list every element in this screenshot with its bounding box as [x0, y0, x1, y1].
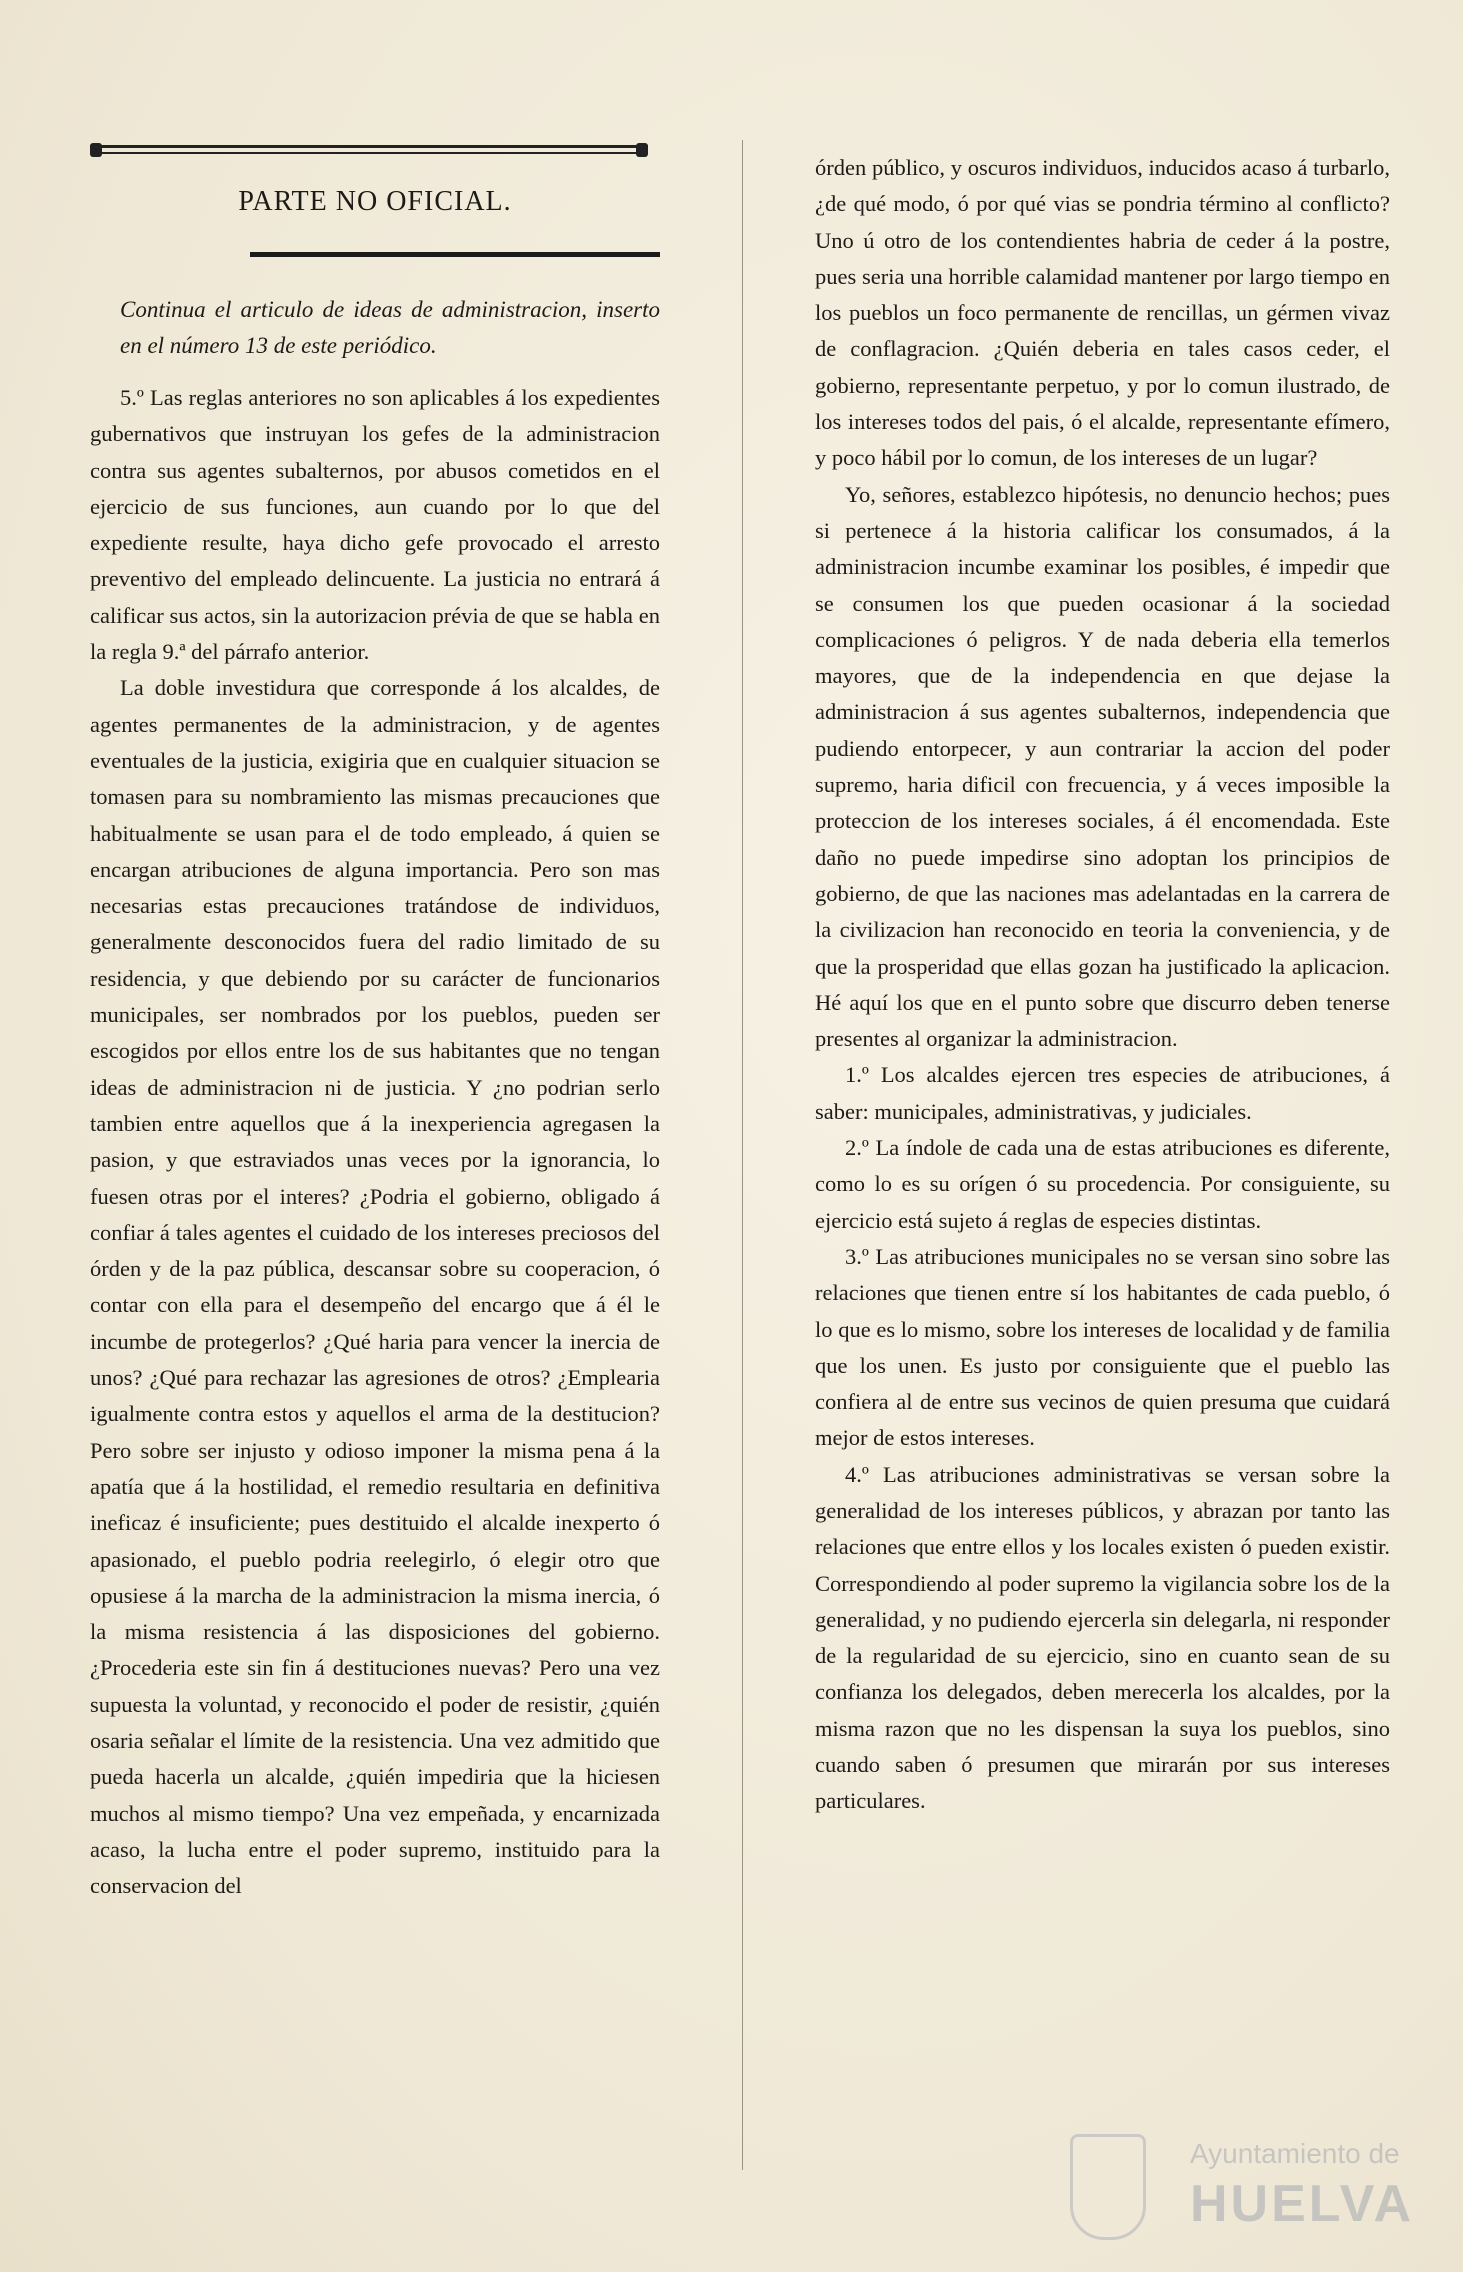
paragraph: órden público, y oscuros individuos, inducidos acaso á turbarlo, ¿de qué modo, ó por qué vias se pondria término al conflicto? Uno ú otro de los contendientes habria de ceder á la postre, pues seria una horrible calamidad mantener por largo tiempo en los pueblos un foco permanente de rencillas, un gérmen vivaz de conflagracion. ¿Quién deberia en tales casos ceder, el gobierno, representante perpetuo, y por lo comun ilustrado, de los intereses todos del pais, ó el alcalde, representante efímero, y poco hábil por lo comun, de los intereses de un lugar?	[815, 155, 1390, 471]
ornament-cap-right	[636, 143, 648, 157]
ornament-line-bottom	[90, 152, 648, 154]
right-column	[815, 150, 1390, 1820]
header-ornament-rule	[90, 143, 648, 157]
title-rule	[250, 252, 660, 257]
ornament-line-top	[90, 145, 648, 148]
archive-watermark	[1070, 2130, 1430, 2250]
ornament-cap-left	[90, 143, 102, 157]
column-divider	[742, 140, 743, 2170]
paragraph: 3.º Las atribuciones municipales no se versan sino sobre las relaciones que tienen entre sí los habitantes de cada pueblo, ó lo que es lo mismo, sobre los intereses de localidad y de familia que los unen. Es justo por consiguiente que el pueblo las confiera al de entre sus vecinos de quien presuma que cuidará mejor de estos intereses.	[815, 1243, 1390, 1451]
paragraph: La doble investidura que corresponde á los alcaldes, de agentes permanentes de la administracion, y de agentes eventuales de la justicia, exigiria que en cualquier situacion se tomasen para su nombramiento las mismas precauciones que habitualmente se usan para el de todo empleado, á quien se encargan atribuciones de alguna importancia. Pero son mas necesarias estas precauciones tratándose de individuos, generalmente desconocidos fuera del radio limitado de su residencia, y que debiendo por su carácter de funcionarios municipales, ser nombrados por los pueblos, pueden ser escogidos por ellos entre los de sus habitantes que no tengan ideas de administracion ni de justicia. Y ¿no podrian serlo tambien entre aquellos que á la inexperiencia agregasen la pasion, y que estraviados unas veces por la ignorancia, lo fuesen otras por el interes? ¿Podria el gobierno, obligado á confiar á tales agentes el cuidado de los intereses preciosos del órden y de la paz pública, descansar sobre su cooperacion, ó contar con ella para el desempeño del encargo que á él le incumbe de protegerlos? ¿Qué haria para vencer la inercia de unos? ¿Qué para rechazar las agresiones de otros? ¿Emplearia igualmente contra estos y aquellos el arma de la destitucion? Pero sobre ser injusto y odioso imponer la misma pena á la apatía que á la hostilidad, el remedio resultaria en definitiva ineficaz é insuficiente; pues destituido el alcalde inexperto ó apasionado, el pueblo podria reelegirlo, ó elegir otro que opusiese á la marcha de la administracion la misma inercia, ó la misma resistencia á las disposiciones del gobierno. ¿Procederia este sin fin á destituciones nuevas? Pero una vez supuesta la voluntad, y reconocido el poder de resistir, ¿quién osaria señalar el límite de la resistencia. Una vez admitido que pueda hacerla un alcalde, ¿quién impediria que la hiciesen muchos al mismo tiempo? Una vez empeñada, y encarnizada acaso, la lucha entre el poder supremo, instituido para la conservacion del	[90, 675, 660, 1899]
coat-of-arms-icon	[1070, 2134, 1146, 2240]
paragraph: Yo, señores, establezco hipótesis, no denuncio hechos; pues si pertenece á la historia calificar los consumados, á la administracion incumbe examinar los posibles, é impedir que se consumen los que pueden ocasionar á la sociedad complicaciones ó peligros. Y de nada deberia ella temerlos mayores, que de la independencia en que dejase la administracion á sus agentes subalternos, independencia que pudiendo entorpecer, y aun contrariar la accion del poder supremo, haria dificil con frecuencia, y á veces imposible la proteccion de los intereses sociales, á él encomendada. Este daño no puede impedirse sino adoptan los principios de gobierno, de que las naciones mas adelantadas en la carrera de la civilizacion han reconocido en teoria la conveniencia, y de que la prosperidad que ellas gozan ha justificado la aplicacion. Hé aquí los que en el punto sobre que discurro deben tenerse presentes al organizar la administracion.	[815, 481, 1390, 1052]
paragraph: 2.º La índole de cada una de estas atribuciones es diferente, como lo es su orígen ó su procedencia. Por consiguiente, su ejercicio está sujeto á reglas de especies distintas.	[815, 1135, 1390, 1233]
paragraph: 5.º Las reglas anteriores no son aplicables á los expedientes gubernativos que instruyan los gefes de la administracion contra sus agentes subalternos, por abusos cometidos en el ejercicio de sus funciones, aun cuando por lo que del expediente resulte, haya dicho gefe provocado el arresto preventivo del empleado delincuente. La justicia no entrará á calificar sus actos, sin la autorizacion prévia de que se habla en la regla 9.ª del párrafo anterior.	[90, 385, 660, 665]
watermark-line1: Ayuntamiento de	[1190, 2138, 1400, 2169]
article-intro: Continua el articulo de ideas de administracion, inserto en el número 13 de este periódico.	[120, 297, 660, 358]
section-title: PARTE NO OFICIAL.	[238, 186, 512, 217]
paragraph: 1.º Los alcaldes ejercen tres especies de atribuciones, á saber: municipales, administrativas, y judiciales.	[815, 1062, 1390, 1124]
left-column	[90, 380, 660, 1904]
paragraph: 4.º Las atribuciones administrativas se versan sobre la generalidad de los intereses públicos, y abrazan por tanto las relaciones que entre ellos y los locales existen ó pueden existir. Correspondiendo al poder supremo la vigilancia sobre los de la generalidad, y no pudiendo ejercerla sin delegarla, ni responder de la regularidad de su ejercicio, sino en cuanto sean de su confianza los delegados, deben merecerla los alcaldes, por la misma razon que no les dispensan la suya los pueblos, sino cuando saben ó presumen que mirarán por sus intereses particulares.	[815, 1461, 1390, 1814]
watermark-line2: HUELVA	[1190, 2175, 1415, 2233]
